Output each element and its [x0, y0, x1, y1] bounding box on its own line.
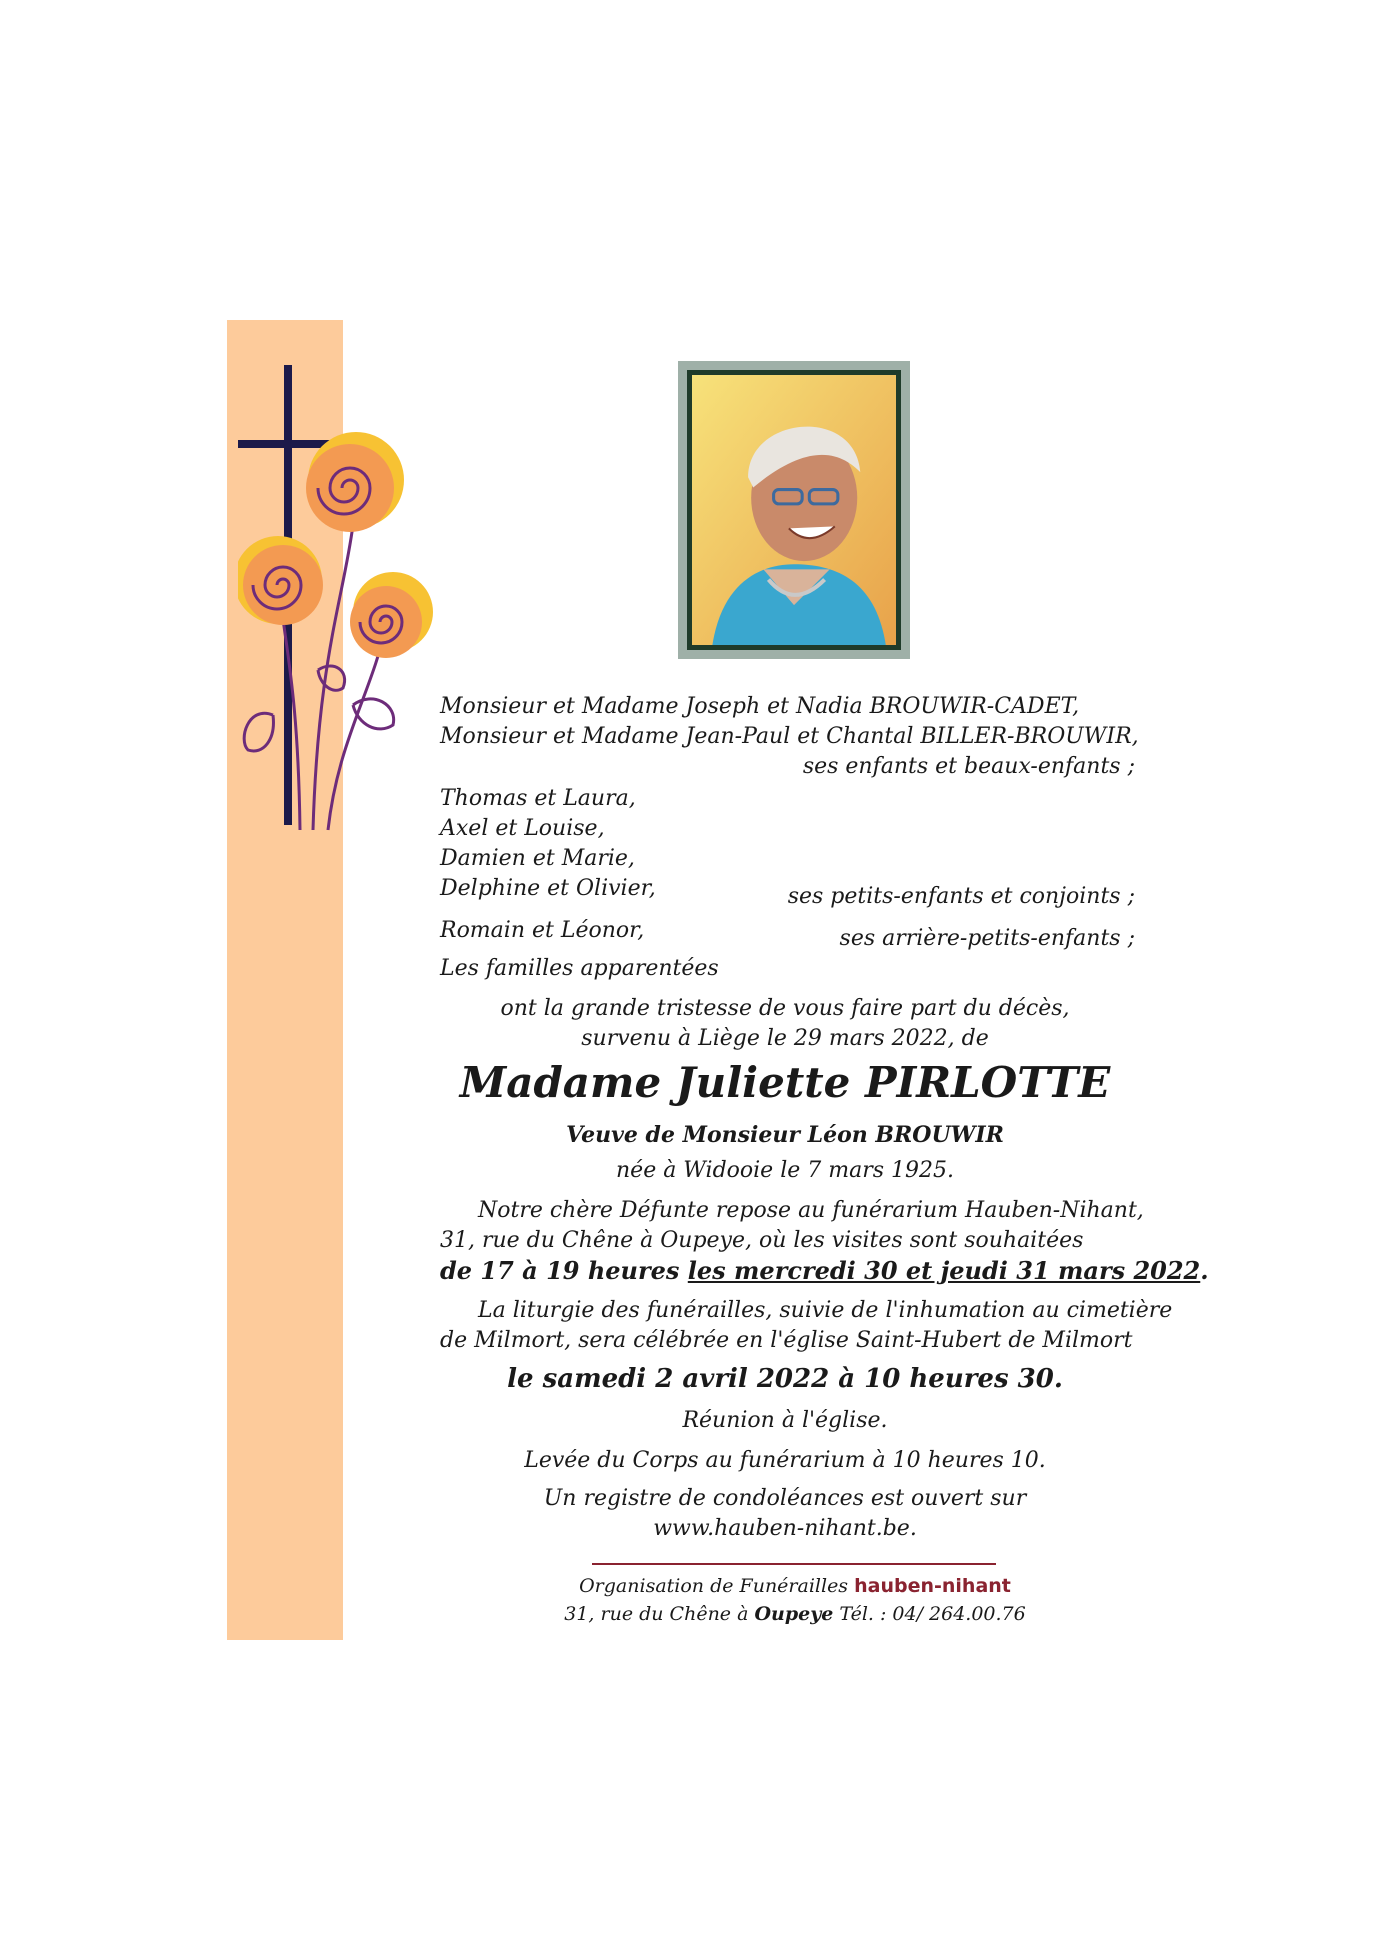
great-grandchildren-role: ses arrière-petits-enfants ; [839, 926, 1135, 951]
widow-of: Veuve de Monsieur Léon BROUWIR [566, 1122, 1004, 1148]
rose-right [350, 572, 433, 658]
grandchild-1: Thomas et Laura, [440, 786, 636, 811]
grandchild-4: Delphine et Olivier, [440, 876, 656, 901]
ceremony-line-2: de Milmort, sera célébrée en l'église Saint-Hubert de Milmort [440, 1328, 1133, 1353]
brand-logo: hauben-nihant [854, 1575, 1011, 1597]
footer-address-text: 31, rue du Chêne à [564, 1603, 755, 1625]
family-line-2: Monsieur et Madame Jean-Paul et Chantal BILLER-BROUWIR, [440, 724, 1139, 749]
ceremony-date: le samedi 2 avril 2022 à 10 heures 30. [507, 1364, 1063, 1394]
great-grandchildren: Romain et Léonor, [440, 918, 645, 943]
visit-hours [440, 1256, 1209, 1286]
visits-line-1: Notre chère Défunte repose au funérarium Hauben-Nihant, [478, 1198, 1144, 1223]
footer-org-text: Organisation de Funérailles [579, 1575, 855, 1597]
announcement-line-1: ont la grande tristesse de vous faire part du décès, [500, 996, 1070, 1021]
relatives: Les familles apparentées [440, 956, 719, 981]
grandchild-2: Axel et Louise, [440, 816, 605, 841]
deceased-name: Madame Juliette PIRLOTTE [459, 1058, 1111, 1107]
announcement-line-2: survenu à Liège le 29 mars 2022, de [581, 1026, 989, 1051]
meeting-place: Réunion à l'église. [682, 1408, 888, 1433]
footer-phone: Tél. : 04/ 264.00.76 [833, 1603, 1026, 1625]
roses-cross-illustration [238, 360, 438, 840]
levee-du-corps: Levée du Corps au funérarium à 10 heures 10. [524, 1448, 1046, 1473]
register-line-1: Un registre de condoléances est ouvert sur [543, 1486, 1027, 1511]
birth-info: née à Widooie le 7 mars 1925. [616, 1158, 954, 1183]
visits-line-2: 31, rue du Chêne à Oupeye, où les visites sont souhaitées [440, 1228, 1084, 1253]
family-line-1: Monsieur et Madame Joseph et Nadia BROUWIR-CADET, [440, 694, 1080, 719]
grandchildren-role: ses petits-enfants et conjoints ; [787, 884, 1135, 909]
footer-address [540, 1600, 1050, 1628]
portrait-frame [678, 361, 910, 659]
register-url: www.hauben-nihant.be. [653, 1516, 917, 1541]
visit-end: . [1200, 1256, 1209, 1285]
footer-org [540, 1572, 1050, 1600]
footer-town: Oupeye [754, 1603, 834, 1625]
portrait-photo [692, 375, 896, 645]
footer-divider [592, 1563, 996, 1565]
grandchild-3: Damien et Marie, [440, 846, 635, 871]
visit-days: les mercredi 30 et jeudi 31 mars 2022 [687, 1256, 1201, 1285]
rose-left [238, 536, 323, 625]
ceremony-line-1: La liturgie des funérailles, suivie de l'inhumation au cimetière [478, 1298, 1173, 1323]
visit-hours-text: de 17 à 19 heures [440, 1256, 688, 1285]
children-role: ses enfants et beaux-enfants ; [802, 754, 1135, 779]
